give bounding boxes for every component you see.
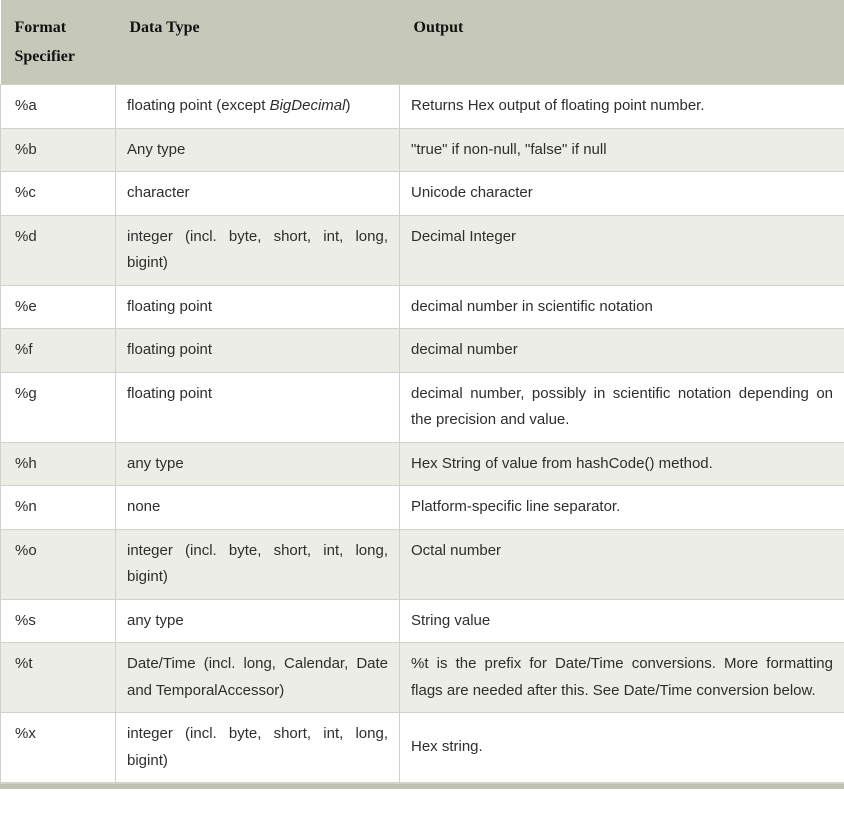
cell-output: decimal number, possibly in scientific notation depending on the precision and value. — [400, 372, 844, 442]
table-row — [1, 372, 844, 442]
cell-data-type: integer (incl. byte, short, int, long, bigint) — [116, 529, 400, 599]
column-header-output: Output — [400, 0, 844, 85]
column-header-data-type: Data Type — [116, 0, 400, 85]
cell-specifier: %c — [1, 172, 116, 216]
cell-data-type: floating point — [116, 329, 400, 373]
cell-output: Hex String of value from hashCode() method. — [400, 442, 844, 486]
cell-data-type: Any type — [116, 128, 400, 172]
table-row — [1, 128, 844, 172]
table-row — [1, 486, 844, 530]
cell-data-type: floating point — [116, 372, 400, 442]
cell-data-type: any type — [116, 599, 400, 643]
cell-specifier: %e — [1, 285, 116, 329]
cell-output: Returns Hex output of floating point number. — [400, 85, 844, 129]
cell-data-type: integer (incl. byte, short, int, long, bigint) — [116, 215, 400, 285]
cell-output: Hex string. — [400, 713, 844, 783]
table-row — [1, 643, 844, 713]
table-header — [1, 0, 844, 85]
table-row — [1, 285, 844, 329]
cell-specifier: %f — [1, 329, 116, 373]
cell-output: Unicode character — [400, 172, 844, 216]
data-type-italic: BigDecimal — [269, 97, 346, 114]
cell-data-type — [116, 85, 400, 129]
table-row — [1, 329, 844, 373]
cell-data-type: any type — [116, 442, 400, 486]
cell-output: decimal number — [400, 329, 844, 373]
cell-output: decimal number in scientific notation — [400, 285, 844, 329]
cell-specifier: %h — [1, 442, 116, 486]
data-type-text: floating point (except — [127, 97, 270, 114]
header-row — [1, 0, 844, 85]
table-row — [1, 713, 844, 783]
cell-specifier: %g — [1, 372, 116, 442]
table-row — [1, 85, 844, 129]
cell-output: Platform-specific line separator. — [400, 486, 844, 530]
cell-specifier: %o — [1, 529, 116, 599]
cell-output: Decimal Integer — [400, 215, 844, 285]
cell-specifier: %t — [1, 643, 116, 713]
cell-output: String value — [400, 599, 844, 643]
table-row — [1, 599, 844, 643]
table-row — [1, 172, 844, 216]
cell-data-type: floating point — [116, 285, 400, 329]
table-body — [1, 85, 844, 783]
cell-data-type: character — [116, 172, 400, 216]
next-section-edge — [0, 783, 844, 789]
column-header-format-specifier: Format Specifier — [1, 0, 116, 85]
cell-data-type: Date/Time (incl. long, Calendar, Date and TemporalAccessor) — [116, 643, 400, 713]
cell-specifier: %n — [1, 486, 116, 530]
table-row — [1, 215, 844, 285]
cell-specifier: %s — [1, 599, 116, 643]
cell-specifier: %d — [1, 215, 116, 285]
cell-output: "true" if non-null, "false" if null — [400, 128, 844, 172]
cell-specifier: %b — [1, 128, 116, 172]
data-type-text-suffix: ) — [345, 97, 351, 114]
cell-specifier: %x — [1, 713, 116, 783]
cell-output: Octal number — [400, 529, 844, 599]
cell-data-type: integer (incl. byte, short, int, long, bigint) — [116, 713, 400, 783]
cell-data-type: none — [116, 486, 400, 530]
table-row — [1, 442, 844, 486]
cell-specifier: %a — [1, 85, 116, 129]
table-row — [1, 529, 844, 599]
cell-output: %t is the prefix for Date/Time conversions. More formatting flags are needed after this. See Date/Time conversion below. — [400, 643, 844, 713]
